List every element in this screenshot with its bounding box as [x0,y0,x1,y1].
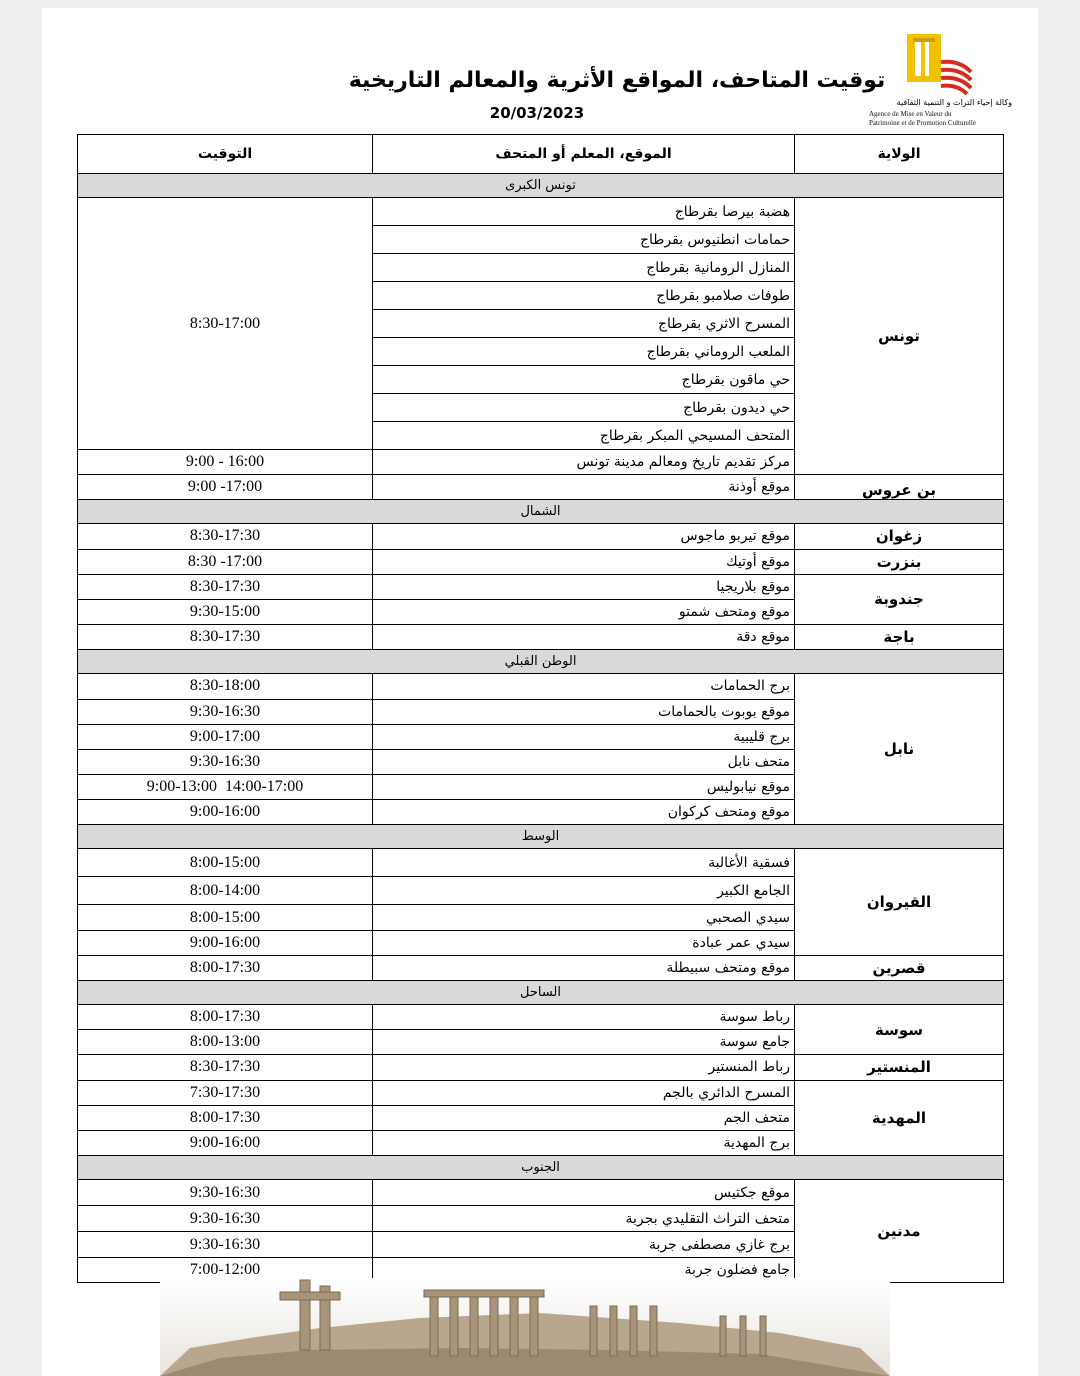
time-cell: 8:30-17:00 [78,198,373,450]
site-cell: جامع سوسة [373,1030,795,1055]
region-label: الشمال [78,500,1004,524]
table-header-row [78,135,1004,174]
site-cell: المنازل الرومانية بقرطاج [373,254,795,282]
header-time: التوقيت [78,135,373,174]
time-cell: 9:30-16:30 [78,1180,373,1206]
time-cell: 9:00-16:00 [78,1130,373,1155]
time-cell: 9:00-13:00 14:00-17:00 [78,775,373,800]
time-cell: 8:30-17:30 [78,574,373,599]
site-cell: موقع ومتحف كركوان [373,800,795,825]
site-cell: برج الحمامات [373,674,795,699]
table-row [78,198,1004,226]
time-cell: 7:00-12:00 [78,1258,373,1283]
time-cell: 9:30-16:30 [78,1232,373,1258]
time-cell: 8:30-17:30 [78,524,373,549]
region-row [78,174,1004,198]
site-cell: برج غازي مصطفى جربة [373,1232,795,1258]
time-cell: 8:30-17:30 [78,625,373,650]
site-cell: موقع بلاريجيا [373,574,795,599]
governorate-cell: قصرين [795,955,1004,980]
time-cell: 9:30-16:30 [78,699,373,724]
site-cell: موقع دقة [373,625,795,650]
region-label: الجنوب [78,1156,1004,1180]
region-label: الوطن القبلي [78,650,1004,674]
site-cell: المسرح الدائري بالجم [373,1080,795,1105]
governorate-cell: باجة [795,625,1004,650]
table-row [78,1005,1004,1030]
site-cell: الجامع الكبير [373,877,795,905]
time-cell: 8:00-15:00 [78,849,373,877]
site-cell: سيدي الصحبي [373,905,795,930]
table-row [78,524,1004,549]
site-cell: موقع نيابوليس [373,775,795,800]
site-cell: موقع بوبوت بالحمامات [373,699,795,724]
governorate-cell: نابل [795,674,1004,825]
time-cell: 8:30-18:00 [78,674,373,699]
header-site: الموقع، المعلم أو المتحف [373,135,795,174]
time-cell: 9:00-17:00 [78,724,373,749]
governorate-cell: بن عروس [795,475,1004,500]
time-cell: 8:00-13:00 [78,1030,373,1055]
time-cell: 9:30-16:30 [78,749,373,774]
site-cell: متحف الجم [373,1105,795,1130]
page-date: 20/03/2023 [489,104,585,122]
site-cell: موقع أوتيك [373,549,795,574]
site-cell: المسرح الاثري بقرطاج [373,310,795,338]
time-cell: 8:00-14:00 [78,877,373,905]
region-row [78,1156,1004,1180]
site-cell: رباط سوسة [373,1005,795,1030]
site-cell: مركز تقديم تاريخ ومعالم مدينة تونس [373,450,795,475]
logo-text-french [869,110,1014,128]
time-cell: 8:00-17:30 [78,955,373,980]
site-cell: فسقية الأغالبة [373,849,795,877]
table-row [78,674,1004,699]
site-cell: برج المهدية [373,1130,795,1155]
site-cell: موقع جكتيس [373,1180,795,1206]
logo-text-french-line-1: Agence de Mise en Valeur du [869,110,952,118]
site-cell: موقع ومتحف شمتو [373,599,795,624]
time-cell: 9:00 -17:00 [78,475,373,500]
governorate-cell: المنستير [795,1055,1004,1080]
table-row [78,475,1004,500]
site-cell: طوفات صلامبو بقرطاج [373,282,795,310]
site-cell: المتحف المسيحي المبكر بقرطاج [373,422,795,450]
governorate-cell: زغوان [795,524,1004,549]
time-cell: 8:00-15:00 [78,905,373,930]
time-cell: 9:30-15:00 [78,599,373,624]
time-cell: 8:00-17:30 [78,1005,373,1030]
time-cell: 9:00-16:00 [78,800,373,825]
table-row [78,625,1004,650]
governorate-cell: بنزرت [795,549,1004,574]
governorate-cell: سوسة [795,1005,1004,1055]
logo-text-french-line-2: Patrimoine et de Promotion Culturelle [869,119,976,127]
ruins-photo-illustration [160,1278,890,1376]
time-cell: 9:00 - 16:00 [78,450,373,475]
governorate-cell: المهدية [795,1080,1004,1156]
site-cell: الملعب الروماني بقرطاج [373,338,795,366]
site-cell: هضبة بيرصا بقرطاج [373,198,795,226]
region-label: الوسط [78,825,1004,849]
site-cell: رباط المنستير [373,1055,795,1080]
time-cell: 8:30 -17:00 [78,549,373,574]
page-title: توقيت المتاحف، المواقع الأثرية والمعالم التاريخية [348,68,886,93]
time-cell: 9:30-16:30 [78,1206,373,1232]
site-cell: حمامات انطنيوس بقرطاج [373,226,795,254]
site-cell: متحف التراث التقليدي بجربة [373,1206,795,1232]
header-governorate: الولاية [795,135,1004,174]
table-row [78,1080,1004,1105]
site-cell: حي ماقون بقرطاج [373,366,795,394]
time-cell: 8:30-17:30 [78,1055,373,1080]
table-row [78,849,1004,877]
region-row [78,825,1004,849]
region-label: تونس الكبرى [78,174,1004,198]
site-cell: حي ديدون بقرطاج [373,394,795,422]
site-cell: متحف نابل [373,749,795,774]
table-row [78,574,1004,599]
governorate-cell: مدنين [795,1180,1004,1283]
region-row [78,981,1004,1005]
site-cell: سيدي عمر عبادة [373,930,795,955]
table-row [78,549,1004,574]
time-cell: 9:00-16:00 [78,930,373,955]
table-row [78,1180,1004,1206]
governorate-cell: تونس [795,198,1004,475]
schedule-table [77,134,1004,1283]
region-row [78,650,1004,674]
governorate-cell: جندوبة [795,574,1004,624]
site-cell: موقع أوذنة [373,475,795,500]
site-cell: جامع فضلون جربة [373,1258,795,1283]
site-cell: موقع ومتحف سبيطلة [373,955,795,980]
region-row [78,500,1004,524]
time-cell: 7:30-17:30 [78,1080,373,1105]
table-row [78,955,1004,980]
governorate-cell: القيروان [795,849,1004,955]
site-cell: برج قليبية [373,724,795,749]
table-row [78,1055,1004,1080]
logo-text-arabic: وكالة إحياء التراث و التنمية الثقافية [896,98,1012,107]
region-label: الساحل [78,981,1004,1005]
site-cell: موقع تيربو ماجوس [373,524,795,549]
time-cell: 8:00-17:30 [78,1105,373,1130]
